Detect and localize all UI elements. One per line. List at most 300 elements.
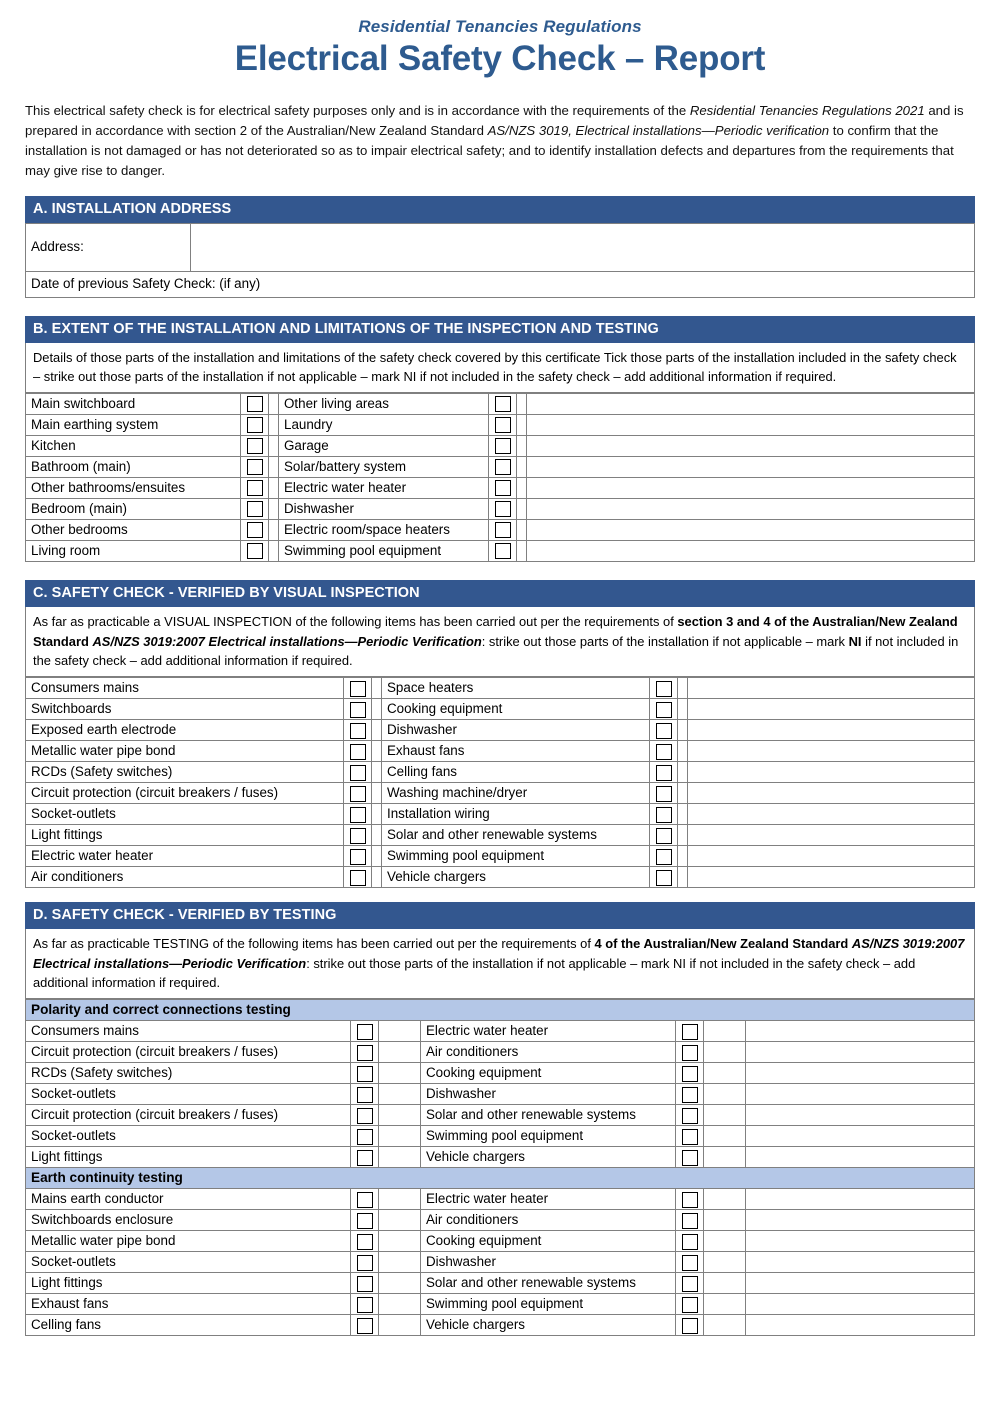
checkbox-right[interactable]: [676, 1294, 704, 1315]
checkbox-left[interactable]: [344, 804, 372, 825]
spacer-right: [678, 762, 688, 783]
spacer-left: [269, 499, 279, 520]
checklist-item-label: Cooking equipment: [421, 1231, 676, 1252]
notes-field[interactable]: [746, 1294, 975, 1315]
spacer-left: [372, 804, 382, 825]
checkbox-icon[interactable]: [682, 1129, 698, 1145]
checklist-item-label: Solar/battery system: [279, 457, 489, 478]
checkbox-left[interactable]: [344, 783, 372, 804]
spacer-right: [704, 1273, 746, 1294]
notes-field[interactable]: [688, 825, 975, 846]
notes-field[interactable]: [527, 520, 975, 541]
checkbox-right[interactable]: [650, 783, 678, 804]
spacer-left: [372, 783, 382, 804]
notes-field[interactable]: [688, 699, 975, 720]
checkbox-icon[interactable]: [656, 744, 672, 760]
notes-field[interactable]: [746, 1231, 975, 1252]
checklist-item-label: Electric water heater: [279, 478, 489, 499]
checkbox-right[interactable]: [676, 1126, 704, 1147]
notes-field[interactable]: [746, 1273, 975, 1294]
checkbox-icon[interactable]: [247, 522, 263, 538]
checkbox-icon[interactable]: [682, 1213, 698, 1229]
checkbox-left[interactable]: [241, 520, 269, 541]
intro-text-italic-2: AS/NZS 3019, Electrical installations—Periodic verification: [487, 123, 830, 139]
checkbox-icon[interactable]: [357, 1108, 373, 1124]
checkbox-left[interactable]: [344, 867, 372, 888]
checkbox-icon[interactable]: [247, 480, 263, 496]
section-gap-c-d: [0, 888, 1000, 902]
checkbox-icon[interactable]: [682, 1234, 698, 1250]
checkbox-left[interactable]: [351, 1126, 379, 1147]
checkbox-icon[interactable]: [357, 1297, 373, 1313]
checkbox-left[interactable]: [344, 720, 372, 741]
checkbox-right[interactable]: [650, 720, 678, 741]
spacer-left: [372, 825, 382, 846]
checkbox-icon[interactable]: [682, 1276, 698, 1292]
checkbox-right[interactable]: [650, 804, 678, 825]
checkbox-icon[interactable]: [682, 1087, 698, 1103]
checkbox-icon[interactable]: [357, 1276, 373, 1292]
checkbox-right[interactable]: [676, 1231, 704, 1252]
checkbox-icon[interactable]: [495, 480, 511, 496]
checklist-item-label: Exposed earth electrode: [26, 720, 344, 741]
spacer-right: [704, 1147, 746, 1168]
spacer-left: [269, 436, 279, 457]
checkbox-right[interactable]: [676, 1210, 704, 1231]
notes-field[interactable]: [527, 436, 975, 457]
spacer-right: [517, 478, 527, 499]
checkbox-right[interactable]: [676, 1042, 704, 1063]
checkbox-right[interactable]: [676, 1105, 704, 1126]
table-row: [26, 741, 975, 762]
checklist-item-label: RCDs (Safety switches): [26, 762, 344, 783]
spacer-right: [517, 541, 527, 562]
section-a-bar: A. INSTALLATION ADDRESS: [25, 196, 975, 223]
spacer-right: [678, 846, 688, 867]
checkbox-icon[interactable]: [682, 1318, 698, 1334]
checkbox-icon[interactable]: [350, 765, 366, 781]
checklist-item-label: Metallic water pipe bond: [26, 741, 344, 762]
checkbox-icon[interactable]: [350, 849, 366, 865]
table-row: [26, 867, 975, 888]
table-row: [26, 783, 975, 804]
checkbox-right[interactable]: [489, 478, 517, 499]
checkbox-left[interactable]: [241, 394, 269, 415]
checklist-item-label: Main earthing system: [26, 415, 241, 436]
checkbox-left[interactable]: [351, 1273, 379, 1294]
notes-field[interactable]: [746, 1042, 975, 1063]
checklist-item-label: Circuit protection (circuit breakers / fuses): [26, 1105, 351, 1126]
section-c-note-c: AS/NZS 3019:2007 Electrical installations—Periodic Verification: [92, 633, 482, 649]
spacer-left: [269, 541, 279, 562]
section-b-note: Details of those parts of the installation and limitations of the safety check covered by this certificate Tick those parts of the installation included in the safety check – strike out those parts of the installation if not applicable – mark NI if not included in the safety check – add additional information if required.: [25, 343, 975, 394]
table-row: [26, 1273, 975, 1294]
table-row: [26, 678, 975, 699]
spacer-left: [372, 699, 382, 720]
checkbox-icon[interactable]: [247, 543, 263, 559]
notes-field[interactable]: [527, 415, 975, 436]
notes-field[interactable]: [746, 1252, 975, 1273]
checklist-item-label: Electric water heater: [421, 1021, 676, 1042]
checkbox-left[interactable]: [241, 499, 269, 520]
table-row: [26, 825, 975, 846]
spacer-right: [704, 1315, 746, 1336]
checkbox-icon[interactable]: [682, 1045, 698, 1061]
spacer-left: [379, 1273, 421, 1294]
subsection-header-row: [26, 1000, 975, 1021]
checkbox-left[interactable]: [351, 1084, 379, 1105]
spacer-right: [517, 499, 527, 520]
checkbox-icon[interactable]: [357, 1192, 373, 1208]
notes-field[interactable]: [746, 1126, 975, 1147]
notes-field[interactable]: [688, 678, 975, 699]
notes-field[interactable]: [688, 741, 975, 762]
checkbox-right[interactable]: [676, 1252, 704, 1273]
notes-field[interactable]: [746, 1105, 975, 1126]
table-row: [26, 478, 975, 499]
checklist-item-label: Swimming pool equipment: [421, 1294, 676, 1315]
page-title: Electrical Safety Check – Report: [234, 39, 766, 78]
checkbox-left[interactable]: [351, 1063, 379, 1084]
checkbox-right[interactable]: [676, 1084, 704, 1105]
checkbox-left[interactable]: [344, 741, 372, 762]
checkbox-left[interactable]: [351, 1042, 379, 1063]
checkbox-right[interactable]: [489, 499, 517, 520]
checklist-item-label: Vehicle chargers: [421, 1147, 676, 1168]
checkbox-icon[interactable]: [682, 1066, 698, 1082]
checklist-item-label: Air conditioners: [421, 1042, 676, 1063]
notes-field[interactable]: [527, 541, 975, 562]
checkbox-icon[interactable]: [247, 459, 263, 475]
checkbox-icon[interactable]: [357, 1255, 373, 1271]
checkbox-icon[interactable]: [495, 438, 511, 454]
checkbox-right[interactable]: [676, 1189, 704, 1210]
table-row: [26, 1315, 975, 1336]
checkbox-icon[interactable]: [495, 522, 511, 538]
checkbox-icon[interactable]: [357, 1087, 373, 1103]
spacer-left: [379, 1210, 421, 1231]
spacer-left: [379, 1105, 421, 1126]
table-row: [26, 804, 975, 825]
spacer-right: [704, 1189, 746, 1210]
checkbox-icon[interactable]: [350, 807, 366, 823]
checkbox-right[interactable]: [489, 541, 517, 562]
checkbox-right[interactable]: [650, 846, 678, 867]
notes-field[interactable]: [746, 1210, 975, 1231]
notes-field[interactable]: [527, 478, 975, 499]
address-label: Address:: [26, 223, 191, 271]
table-row: [26, 762, 975, 783]
checkbox-icon[interactable]: [495, 396, 511, 412]
checkbox-right[interactable]: [676, 1315, 704, 1336]
spacer-left: [269, 520, 279, 541]
checklist-item-label: Bathroom (main): [26, 457, 241, 478]
table-row: [26, 499, 975, 520]
table-row: [26, 1147, 975, 1168]
checklist-item-label: Light fittings: [26, 1147, 351, 1168]
notes-field[interactable]: [688, 783, 975, 804]
table-row: [26, 541, 975, 562]
table-row: [26, 1294, 975, 1315]
spacer-right: [678, 678, 688, 699]
checkbox-icon[interactable]: [350, 828, 366, 844]
checkbox-icon[interactable]: [357, 1150, 373, 1166]
table-row: [26, 1105, 975, 1126]
checkbox-icon[interactable]: [247, 396, 263, 412]
table-row: [26, 1126, 975, 1147]
address-input[interactable]: [191, 223, 975, 271]
notes-field[interactable]: [688, 804, 975, 825]
section-b: [25, 316, 975, 563]
table-row: [26, 520, 975, 541]
checkbox-right[interactable]: [489, 520, 517, 541]
checkbox-left[interactable]: [351, 1189, 379, 1210]
notes-field[interactable]: [746, 1021, 975, 1042]
checkbox-right[interactable]: [489, 436, 517, 457]
notes-field[interactable]: [746, 1147, 975, 1168]
checkbox-right[interactable]: [650, 762, 678, 783]
checkbox-icon[interactable]: [357, 1318, 373, 1334]
checkbox-right[interactable]: [650, 741, 678, 762]
checkbox-left[interactable]: [351, 1252, 379, 1273]
table-row: [26, 846, 975, 867]
notes-field[interactable]: [688, 762, 975, 783]
notes-field[interactable]: [688, 867, 975, 888]
checklist-item-label: Celling fans: [26, 1315, 351, 1336]
checkbox-right[interactable]: [676, 1063, 704, 1084]
checkbox-left[interactable]: [344, 825, 372, 846]
checklist-item-label: Other living areas: [279, 394, 489, 415]
checkbox-left[interactable]: [351, 1294, 379, 1315]
checkbox-icon[interactable]: [656, 849, 672, 865]
checkbox-left[interactable]: [351, 1231, 379, 1252]
intro-text-c: to confirm that the installation is not damaged or has not deteriorated so as to impair electrical safety; and to identify installation defects and departures from the requirements that may give rise to danger.: [25, 123, 954, 179]
notes-field[interactable]: [746, 1063, 975, 1084]
checkbox-left[interactable]: [344, 678, 372, 699]
spacer-left: [379, 1063, 421, 1084]
checklist-item-label: Electric water heater: [26, 846, 344, 867]
checkbox-left[interactable]: [351, 1105, 379, 1126]
table-row: [26, 1231, 975, 1252]
spacer-left: [379, 1294, 421, 1315]
section-c-note-b: section 3 and 4 of the Australian/New Zealand Standard: [33, 614, 958, 649]
section-gap-a-b: [0, 298, 1000, 316]
spacer-left: [379, 1252, 421, 1273]
checkbox-icon[interactable]: [350, 723, 366, 739]
notes-field[interactable]: [746, 1315, 975, 1336]
checkbox-left[interactable]: [241, 415, 269, 436]
checkbox-right[interactable]: [676, 1273, 704, 1294]
spacer-left: [372, 867, 382, 888]
intro-text-a: This electrical safety check is for electrical safety purposes only and is in accordance with the requirements of the: [25, 103, 690, 119]
checkbox-left[interactable]: [241, 478, 269, 499]
checkbox-left[interactable]: [351, 1315, 379, 1336]
checkbox-icon[interactable]: [682, 1024, 698, 1040]
spacer-left: [379, 1231, 421, 1252]
subsection-title: Polarity and correct connections testing: [26, 1000, 975, 1021]
checklist-item-label: Solar and other renewable systems: [421, 1105, 676, 1126]
checklist-item-label: Vehicle chargers: [421, 1315, 676, 1336]
checkbox-icon[interactable]: [247, 417, 263, 433]
spacer-right: [517, 415, 527, 436]
intro-paragraph: [25, 101, 975, 181]
checklist-item-label: Dishwasher: [421, 1084, 676, 1105]
section-a-table: [25, 223, 975, 298]
spacer-left: [269, 394, 279, 415]
spacer-left: [379, 1147, 421, 1168]
checkbox-right[interactable]: [489, 394, 517, 415]
checkbox-icon[interactable]: [656, 702, 672, 718]
spacer-right: [704, 1252, 746, 1273]
spacer-right: [704, 1084, 746, 1105]
checkbox-left[interactable]: [241, 457, 269, 478]
checkbox-icon[interactable]: [357, 1129, 373, 1145]
checkbox-icon[interactable]: [350, 702, 366, 718]
spacer-right: [517, 520, 527, 541]
checkbox-icon[interactable]: [247, 501, 263, 517]
checklist-item-label: Exhaust fans: [26, 1294, 351, 1315]
checklist-item-label: Garage: [279, 436, 489, 457]
notes-field[interactable]: [688, 720, 975, 741]
checklist-item-label: Other bathrooms/ensuites: [26, 478, 241, 499]
checkbox-icon[interactable]: [682, 1108, 698, 1124]
section-c-note: [25, 607, 975, 677]
spacer-right: [517, 457, 527, 478]
checkbox-icon[interactable]: [350, 744, 366, 760]
checkbox-right[interactable]: [650, 825, 678, 846]
checkbox-right[interactable]: [650, 699, 678, 720]
spacer-left: [379, 1315, 421, 1336]
table-row: [26, 457, 975, 478]
section-c-bar: C. SAFETY CHECK - VERIFIED BY VISUAL INSPECTION: [25, 580, 975, 607]
notes-field[interactable]: [688, 846, 975, 867]
checkbox-left[interactable]: [351, 1021, 379, 1042]
checklist-item-label: Vehicle chargers: [382, 867, 650, 888]
section-b-bar: B. EXTENT OF THE INSTALLATION AND LIMITATIONS OF THE INSPECTION AND TESTING: [25, 316, 975, 343]
spacer-left: [372, 846, 382, 867]
spacer-left: [269, 415, 279, 436]
checklist-item-label: Switchboards enclosure: [26, 1210, 351, 1231]
checkbox-right[interactable]: [676, 1021, 704, 1042]
checkbox-left[interactable]: [344, 846, 372, 867]
previous-check-field[interactable]: Date of previous Safety Check: (if any): [26, 271, 975, 297]
checkbox-icon[interactable]: [682, 1255, 698, 1271]
document-header: [0, 0, 1000, 79]
checkbox-right[interactable]: [650, 678, 678, 699]
checkbox-icon[interactable]: [357, 1213, 373, 1229]
checkbox-icon[interactable]: [495, 543, 511, 559]
checkbox-left[interactable]: [351, 1147, 379, 1168]
checkbox-left[interactable]: [344, 699, 372, 720]
spacer-right: [678, 783, 688, 804]
checkbox-icon[interactable]: [350, 681, 366, 697]
spacer-right: [517, 436, 527, 457]
checkbox-left[interactable]: [344, 762, 372, 783]
table-row: [26, 1189, 975, 1210]
checkbox-left[interactable]: [351, 1210, 379, 1231]
table-row: [26, 223, 975, 271]
checkbox-icon[interactable]: [656, 681, 672, 697]
checklist-item-label: Kitchen: [26, 436, 241, 457]
checkbox-icon[interactable]: [495, 417, 511, 433]
checkbox-right[interactable]: [489, 415, 517, 436]
table-row: [26, 1210, 975, 1231]
checkbox-right[interactable]: [676, 1147, 704, 1168]
notes-field[interactable]: [746, 1189, 975, 1210]
notes-field[interactable]: [527, 394, 975, 415]
checklist-item-label: Swimming pool equipment: [421, 1126, 676, 1147]
checkbox-icon[interactable]: [357, 1024, 373, 1040]
checklist-item-label: RCDs (Safety switches): [26, 1063, 351, 1084]
checkbox-icon[interactable]: [656, 765, 672, 781]
checklist-item-label: Electric room/space heaters: [279, 520, 489, 541]
table-row: [26, 415, 975, 436]
notes-field[interactable]: [746, 1084, 975, 1105]
section-d-note-d: : strike out those parts of the installation if not applicable – mark NI if not included in the safety check – add additional information if required.: [33, 955, 916, 991]
section-c-table: [25, 677, 975, 888]
checkbox-left[interactable]: [241, 436, 269, 457]
spacer-left: [269, 478, 279, 499]
spacer-right: [704, 1210, 746, 1231]
checkbox-left[interactable]: [241, 541, 269, 562]
spacer-right: [678, 804, 688, 825]
table-row: [26, 699, 975, 720]
checklist-item-label: Socket-outlets: [26, 804, 344, 825]
checkbox-icon[interactable]: [357, 1066, 373, 1082]
section-d-note-b: 4 of the Australian/New Zealand Standard: [594, 936, 852, 952]
checkbox-icon[interactable]: [656, 723, 672, 739]
table-row: [26, 720, 975, 741]
checklist-item-label: Cooking equipment: [421, 1063, 676, 1084]
section-b-table: [25, 393, 975, 562]
spacer-left: [269, 457, 279, 478]
spacer-right: [678, 741, 688, 762]
checklist-item-label: Cooking equipment: [382, 699, 650, 720]
checklist-item-label: Space heaters: [382, 678, 650, 699]
checkbox-icon[interactable]: [495, 459, 511, 475]
checkbox-icon[interactable]: [682, 1192, 698, 1208]
checklist-item-label: Light fittings: [26, 1273, 351, 1294]
notes-field[interactable]: [527, 457, 975, 478]
table-row: [26, 1021, 975, 1042]
section-c: [25, 580, 975, 888]
checkbox-icon[interactable]: [682, 1150, 698, 1166]
checkbox-icon[interactable]: [350, 870, 366, 886]
checkbox-icon[interactable]: [656, 828, 672, 844]
checklist-item-label: Circuit protection (circuit breakers / fuses): [26, 783, 344, 804]
checkbox-icon[interactable]: [247, 438, 263, 454]
checklist-item-label: Living room: [26, 541, 241, 562]
spacer-left: [372, 741, 382, 762]
checklist-item-label: Socket-outlets: [26, 1252, 351, 1273]
checkbox-icon[interactable]: [682, 1297, 698, 1313]
checkbox-icon[interactable]: [495, 501, 511, 517]
checklist-item-label: Consumers mains: [26, 1021, 351, 1042]
table-row: [26, 436, 975, 457]
spacer-right: [704, 1231, 746, 1252]
checkbox-icon[interactable]: [357, 1045, 373, 1061]
checkbox-icon[interactable]: [656, 807, 672, 823]
checkbox-icon[interactable]: [656, 870, 672, 886]
checkbox-right[interactable]: [489, 457, 517, 478]
checkbox-right[interactable]: [650, 867, 678, 888]
checkbox-icon[interactable]: [656, 786, 672, 802]
checklist-item-label: Air conditioners: [26, 867, 344, 888]
checkbox-icon[interactable]: [350, 786, 366, 802]
checklist-item-label: Exhaust fans: [382, 741, 650, 762]
notes-field[interactable]: [527, 499, 975, 520]
checkbox-icon[interactable]: [357, 1234, 373, 1250]
